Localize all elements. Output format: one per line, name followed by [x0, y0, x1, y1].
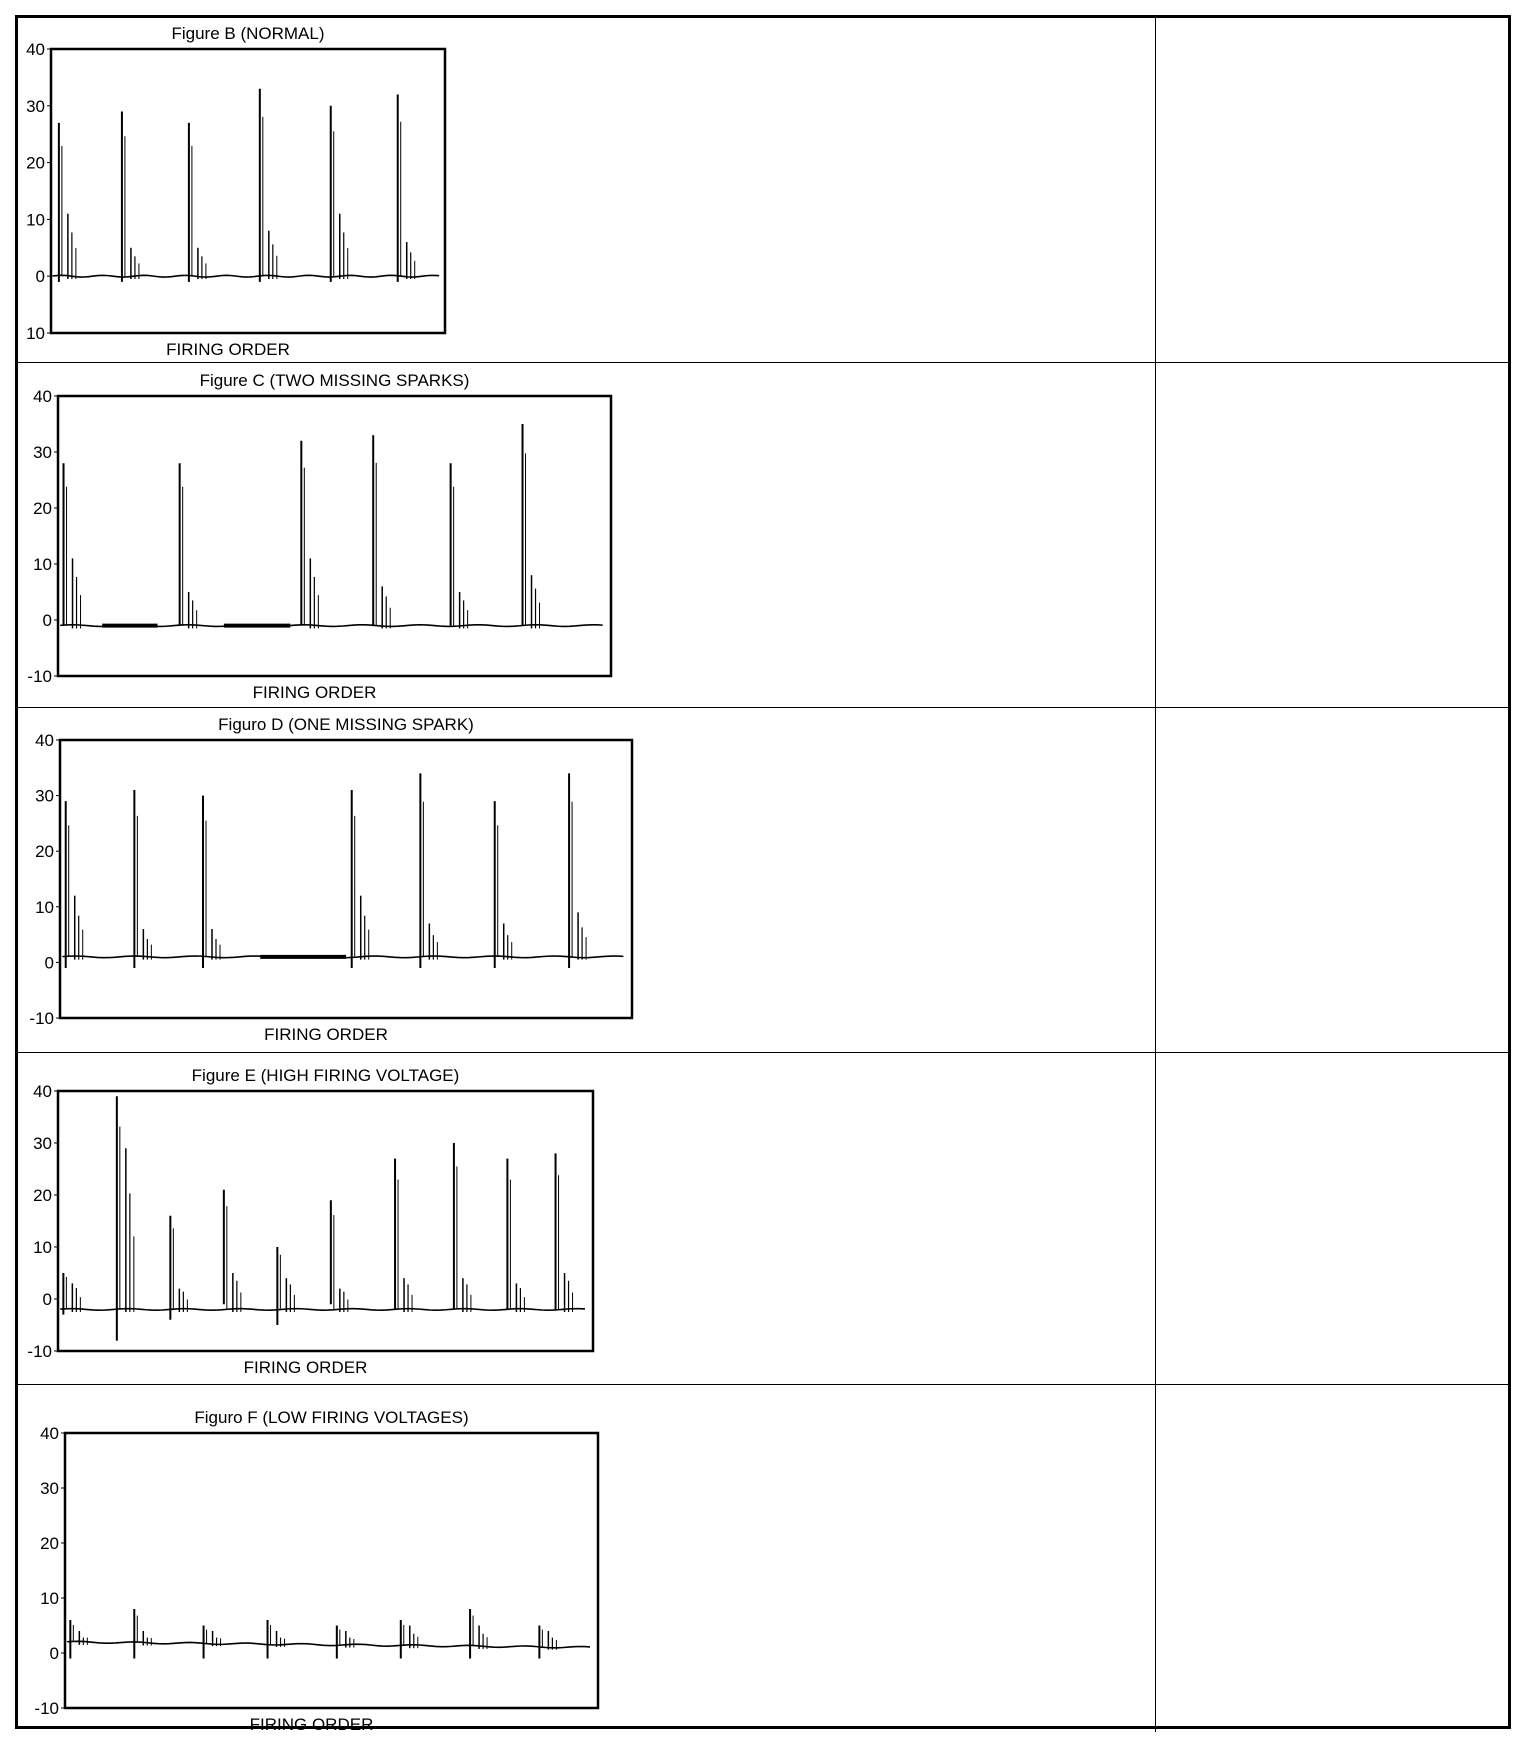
firing-spike — [420, 773, 437, 968]
firing-spike — [401, 1620, 418, 1659]
figure-row-f — [18, 1385, 1508, 1732]
y-tick-label: 20 — [26, 153, 45, 173]
y-tick-label: 0 — [35, 267, 45, 287]
column-divider — [1155, 18, 1156, 362]
firing-spike — [170, 1216, 187, 1320]
firing-spike — [180, 463, 197, 628]
y-tick-label: 20 — [33, 499, 52, 518]
y-tick-label: 20 — [35, 842, 54, 862]
y-tick-label: 20 — [40, 1534, 59, 1553]
firing-spike — [134, 1609, 151, 1659]
y-tick-label: 0 — [42, 611, 52, 630]
plot-frame — [60, 740, 632, 1018]
waveform-baseline — [53, 275, 439, 277]
firing-spike — [331, 106, 348, 282]
plot-frame — [51, 49, 445, 333]
firing-spike — [495, 801, 512, 968]
figure-row-c — [18, 363, 1508, 708]
firing-spike — [451, 463, 468, 628]
plot-frame — [58, 1091, 593, 1351]
chart-figure-c — [18, 363, 1155, 708]
plot-frame — [58, 396, 611, 676]
waveform-baseline — [61, 1309, 585, 1311]
y-tick-label: 30 — [40, 1479, 59, 1498]
y-tick-label: 40 — [26, 40, 45, 59]
x-axis-label: FIRING ORDER — [243, 1358, 368, 1377]
chart-figure-f — [18, 1385, 1155, 1732]
chart-figure-b — [18, 18, 1155, 363]
firing-spike — [64, 463, 81, 628]
firing-spike — [454, 1143, 471, 1312]
y-tick-label: 10 — [26, 324, 45, 343]
figure-row-d — [18, 708, 1508, 1053]
y-tick-label: -10 — [29, 1009, 54, 1028]
x-axis-label: FIRING ORDER — [166, 340, 290, 359]
firing-spike — [277, 1247, 294, 1325]
firing-spike — [203, 796, 220, 968]
y-tick-label: 0 — [42, 1290, 52, 1309]
plot-frame — [65, 1433, 598, 1708]
firing-spike — [507, 1159, 524, 1312]
firing-spike — [539, 1626, 556, 1659]
firing-spike — [395, 1159, 412, 1312]
x-axis-label: FIRING ORDER — [252, 683, 377, 702]
figure-row-b — [18, 18, 1508, 363]
firing-spike — [59, 123, 76, 282]
y-tick-label: 30 — [35, 786, 54, 806]
chart-title: Figuro F (LOW FIRING VOLTAGES) — [194, 1408, 469, 1427]
column-divider — [1155, 708, 1156, 1052]
firing-spike — [204, 1626, 221, 1659]
firing-spike — [301, 441, 318, 629]
y-tick-label: 40 — [33, 387, 52, 406]
x-axis-label: FIRING ORDER — [264, 1025, 388, 1044]
y-tick-label: 0 — [49, 1644, 59, 1663]
firing-spike — [122, 111, 139, 281]
y-tick-label: -10 — [34, 1699, 59, 1718]
firing-spike — [260, 89, 277, 282]
firing-spike — [331, 1200, 348, 1312]
y-tick-label: 0 — [44, 953, 54, 973]
chart-title: Figuro D (ONE MISSING SPARK) — [218, 715, 474, 734]
y-tick-label: 20 — [33, 1186, 52, 1205]
y-tick-label: 10 — [26, 210, 45, 230]
firing-spike — [134, 790, 151, 968]
y-tick-label: -10 — [27, 667, 52, 686]
y-tick-label: 30 — [33, 1134, 52, 1153]
firing-spike — [70, 1620, 87, 1659]
firing-spike — [189, 123, 206, 282]
chart-figure-e — [18, 1053, 1155, 1385]
firing-spike — [398, 94, 415, 281]
waveform-baseline — [68, 1641, 590, 1648]
firing-spike — [523, 424, 540, 628]
chart-title: Figure E (HIGH FIRING VOLTAGE) — [191, 1066, 460, 1085]
y-tick-label: 10 — [35, 897, 54, 917]
firing-spike — [224, 1190, 241, 1312]
y-tick-label: 40 — [33, 1082, 52, 1101]
figure-sheet — [15, 15, 1511, 1734]
firing-spike — [337, 1626, 354, 1659]
firing-spike — [352, 790, 369, 968]
chart-figure-d — [18, 708, 1155, 1053]
y-tick-label: -10 — [27, 1342, 52, 1361]
y-tick-label: 30 — [33, 443, 52, 462]
y-tick-label: 10 — [33, 1238, 52, 1257]
figure-row-e — [18, 1053, 1508, 1385]
firing-spike — [117, 1096, 134, 1340]
firing-spike — [470, 1609, 487, 1659]
y-tick-label: 30 — [26, 96, 45, 116]
y-tick-label: 40 — [35, 731, 54, 750]
firing-spike — [556, 1153, 573, 1312]
firing-spike — [569, 773, 586, 968]
x-axis-label: FIRING ORDER — [249, 1715, 374, 1734]
column-divider — [1155, 363, 1156, 707]
firing-spike — [373, 435, 390, 628]
firing-spike — [268, 1620, 285, 1659]
y-tick-label: 10 — [40, 1589, 59, 1608]
y-tick-label: 40 — [40, 1424, 59, 1443]
firing-spike — [66, 801, 83, 968]
chart-title: Figure C (TWO MISSING SPARKS) — [199, 371, 470, 390]
chart-title: Figure B (NORMAL) — [171, 24, 325, 43]
y-tick-label: 10 — [33, 555, 52, 574]
column-divider — [1155, 1385, 1156, 1732]
column-divider — [1155, 1053, 1156, 1384]
